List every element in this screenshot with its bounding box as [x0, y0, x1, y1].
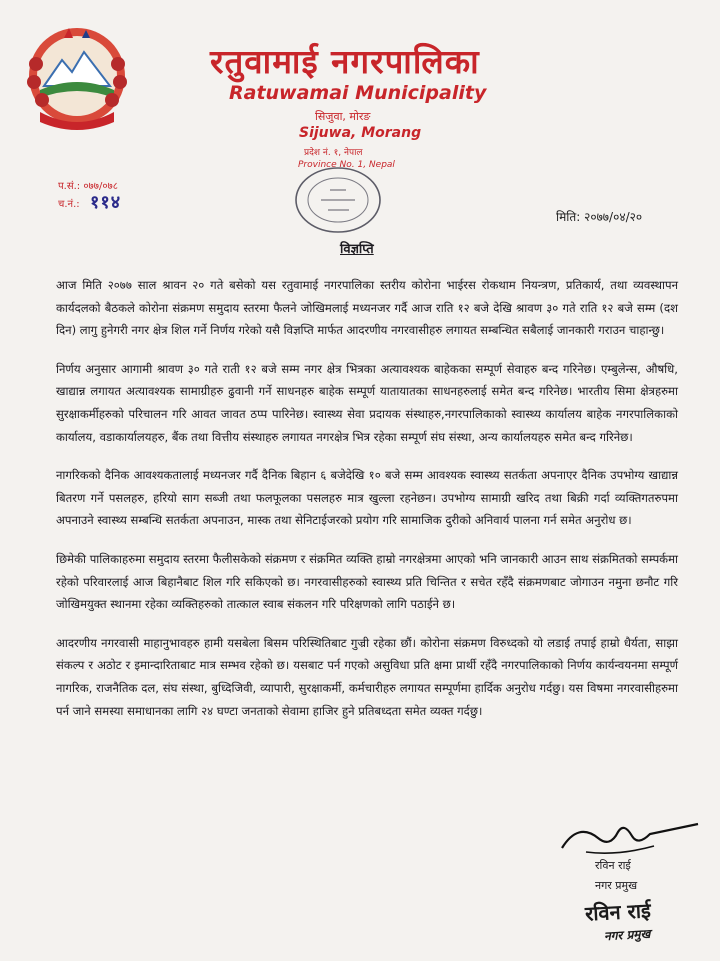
dispatch-number-value: ११४ [90, 192, 122, 213]
name-stamp-role: नगर प्रमुख [603, 926, 651, 944]
paragraph: आदरणीय नगरवासी माहानुभावहरु हामी यसबेला बिसम परिस्थितिबाट गुज्री रहेका छौं। कोरोना संक्रमण विरुध्दको यो लडाई तपाई हाम्रो धैर्यता, साझा संकल्प र अठोट र इमान्दारिताबाट मात्र सम्भव रहेको छ। यसबाट पर्न गएको असुविधा प्रति क्षमा प्रार्थी रहँदै नगरपालिकाको निर्णय कार्यन्वयनमा सम्पूर्ण नागरिक, राजनैतिक दल, संघ संस्था, बुध्दिजिवी, व्यापारी, सुरक्षाकर्मी, कर्मचारीहरु लगायत सम्पूर्णमा हार्दिक अनुरोध गर्दछु। यस विषमा नगरवासीहरुमा पर्न जाने समस्या समाधानका लागि २४ घण्टा जनताको सेवामा हाजिर हुने प्रतिबध्दता समेत व्यक्त गर्दछु। [56, 635, 678, 718]
paragraph: छिमेकी पालिकाहरुमा समुदाय स्तरमा फैलीसकेको संक्रमण र संक्रमित व्यक्ति हाम्रो नगरक्षेत्रमा आएको भनि जानकारी आउन साथ संक्रमितको सम्पर्कमा रहेको परिवारलाई आज बिहानैबाट शिल गरि सकिएको छ। नगरवासीहरुको स्वास्थ्य प्रति चिन्तित र सचेत रहँदै संक्रमणबाट जोगाउन नमुना छनौट गरि जोखिमयुक्त स्थानमा रहेका व्यक्तिहरुको तात्काल स्वाब संकलन गरि परिक्षणको लागि पठाईने छ। [56, 551, 678, 612]
dispatch-number-label: च.नं.: [58, 199, 80, 210]
paragraph: नागरिकको दैनिक आवश्यकतालाई मध्यनजर गर्दै दैनिक बिहान ६ बजेदेखि १० बजे सम्म आवश्यक स्वास्थ्य सतर्कता अपनाएर दैनिक उपभोग्य खाद्यान्न बितरण गर्ने पसलहरु, हरियो साग सब्जी तथा फलफूलका पसलहरु मात्र खुल्ला रहनेछन। उपभोग्य सामाग्री खरिद तथा बिक्री गर्दा व्यक्तिगतरुपमा अपनाउने स्वास्थ्य सम्बन्धि सतर्कता अपनाउन, मास्क तथा सेनिटाईजरको प्रयोग गरि सामाजिक दुरीको अनिवार्य पालना गर्न समेत अनुरोध छ। [56, 468, 678, 528]
issue-date: मिति: २०७७/०४/२० [556, 210, 643, 224]
location-np: सिजुवा, मोरङ [315, 110, 371, 123]
office-stamp [283, 160, 393, 238]
nepal-emblem-logo [22, 24, 132, 136]
municipality-name-np: रतुवामाई नगरपालिका [210, 42, 480, 81]
signatory-name: रविन राई [595, 859, 631, 872]
paragraph: आज मिति २०७७ साल श्रावन २० गते बसेको यस रतुवामाई नगरपालिका स्तरीय कोरोना भाईरस रोकथाम नियन्त्रण, प्रतिकार्य, तथा व्यवस्थापन कार्यदलको बैठकले कोरोना संक्रमण समुदाय स्तरमा फैलने जोखिमलाई मध्यनजर गर्दै आज राति १२ बजे देखि श्रावण ३० गते राति १२ बजे सम्म (दश दिन) लागु हुनेगरी नगर क्षेत्र शिल गर्ने निर्णय गरेको यसै विज्ञप्ति मार्फत आदरणीय नगरवासीहरु लगायत सम्बन्धित सबैलाई जानकारी गराउन चाहान्छु। [56, 278, 678, 338]
location-en: Sijuwa, Morang [299, 125, 422, 141]
reference-number: प.सं.: ०७७/०७८ [58, 181, 118, 192]
notice-title: विज्ञप्ति [340, 242, 374, 257]
paragraph: निर्णय अनुसार आगामी श्रावण ३० गते राती १२ बजे सम्म नगर क्षेत्र भित्रका अत्यावश्यक बाहेकका सम्पूर्ण सेवाहरु बन्द गरिनेछ। एम्बुलेन्स, औषधि, खाद्यान्न लगायत अत्यावश्यक सामाग्रीहरु ढुवानी गर्ने साधनहरु बाहेक सम्पूर्ण यातायातका साधनहरुलाई समेत बन्द गरिनेछ। भारतीय सिमा क्षेत्रहरुमा सुरक्षाकर्मीहरुको परिचालन गरि आवत जावत ठप्प पारिनेछ। स्वास्थ्य सेवा प्रदायक संस्थाहरु,नगरपालिकाको स्वास्थ्य कार्यालय बाहेक नगरपालिकाको कार्यालय, वडाकार्यालयहरु, बैंक तथा वित्तीय संस्थाहरु लगायत नगरक्षेत्र भित्र रहेका सम्पूर्ण संघ संस्था, अन्य कार्यालयहरु समेत बन्द गरिनेछ। [56, 361, 678, 444]
handwritten-signature [558, 812, 708, 858]
notice-body [56, 274, 678, 738]
municipality-name-en: Ratuwamai Municipality [229, 82, 487, 104]
name-stamp: रविन राई [584, 898, 652, 926]
signatory-role: नगर प्रमुख [595, 879, 638, 892]
province-en: Province No. 1, Nepal [298, 160, 395, 170]
province-np: प्रदेश नं. १, नेपाल [304, 148, 363, 158]
